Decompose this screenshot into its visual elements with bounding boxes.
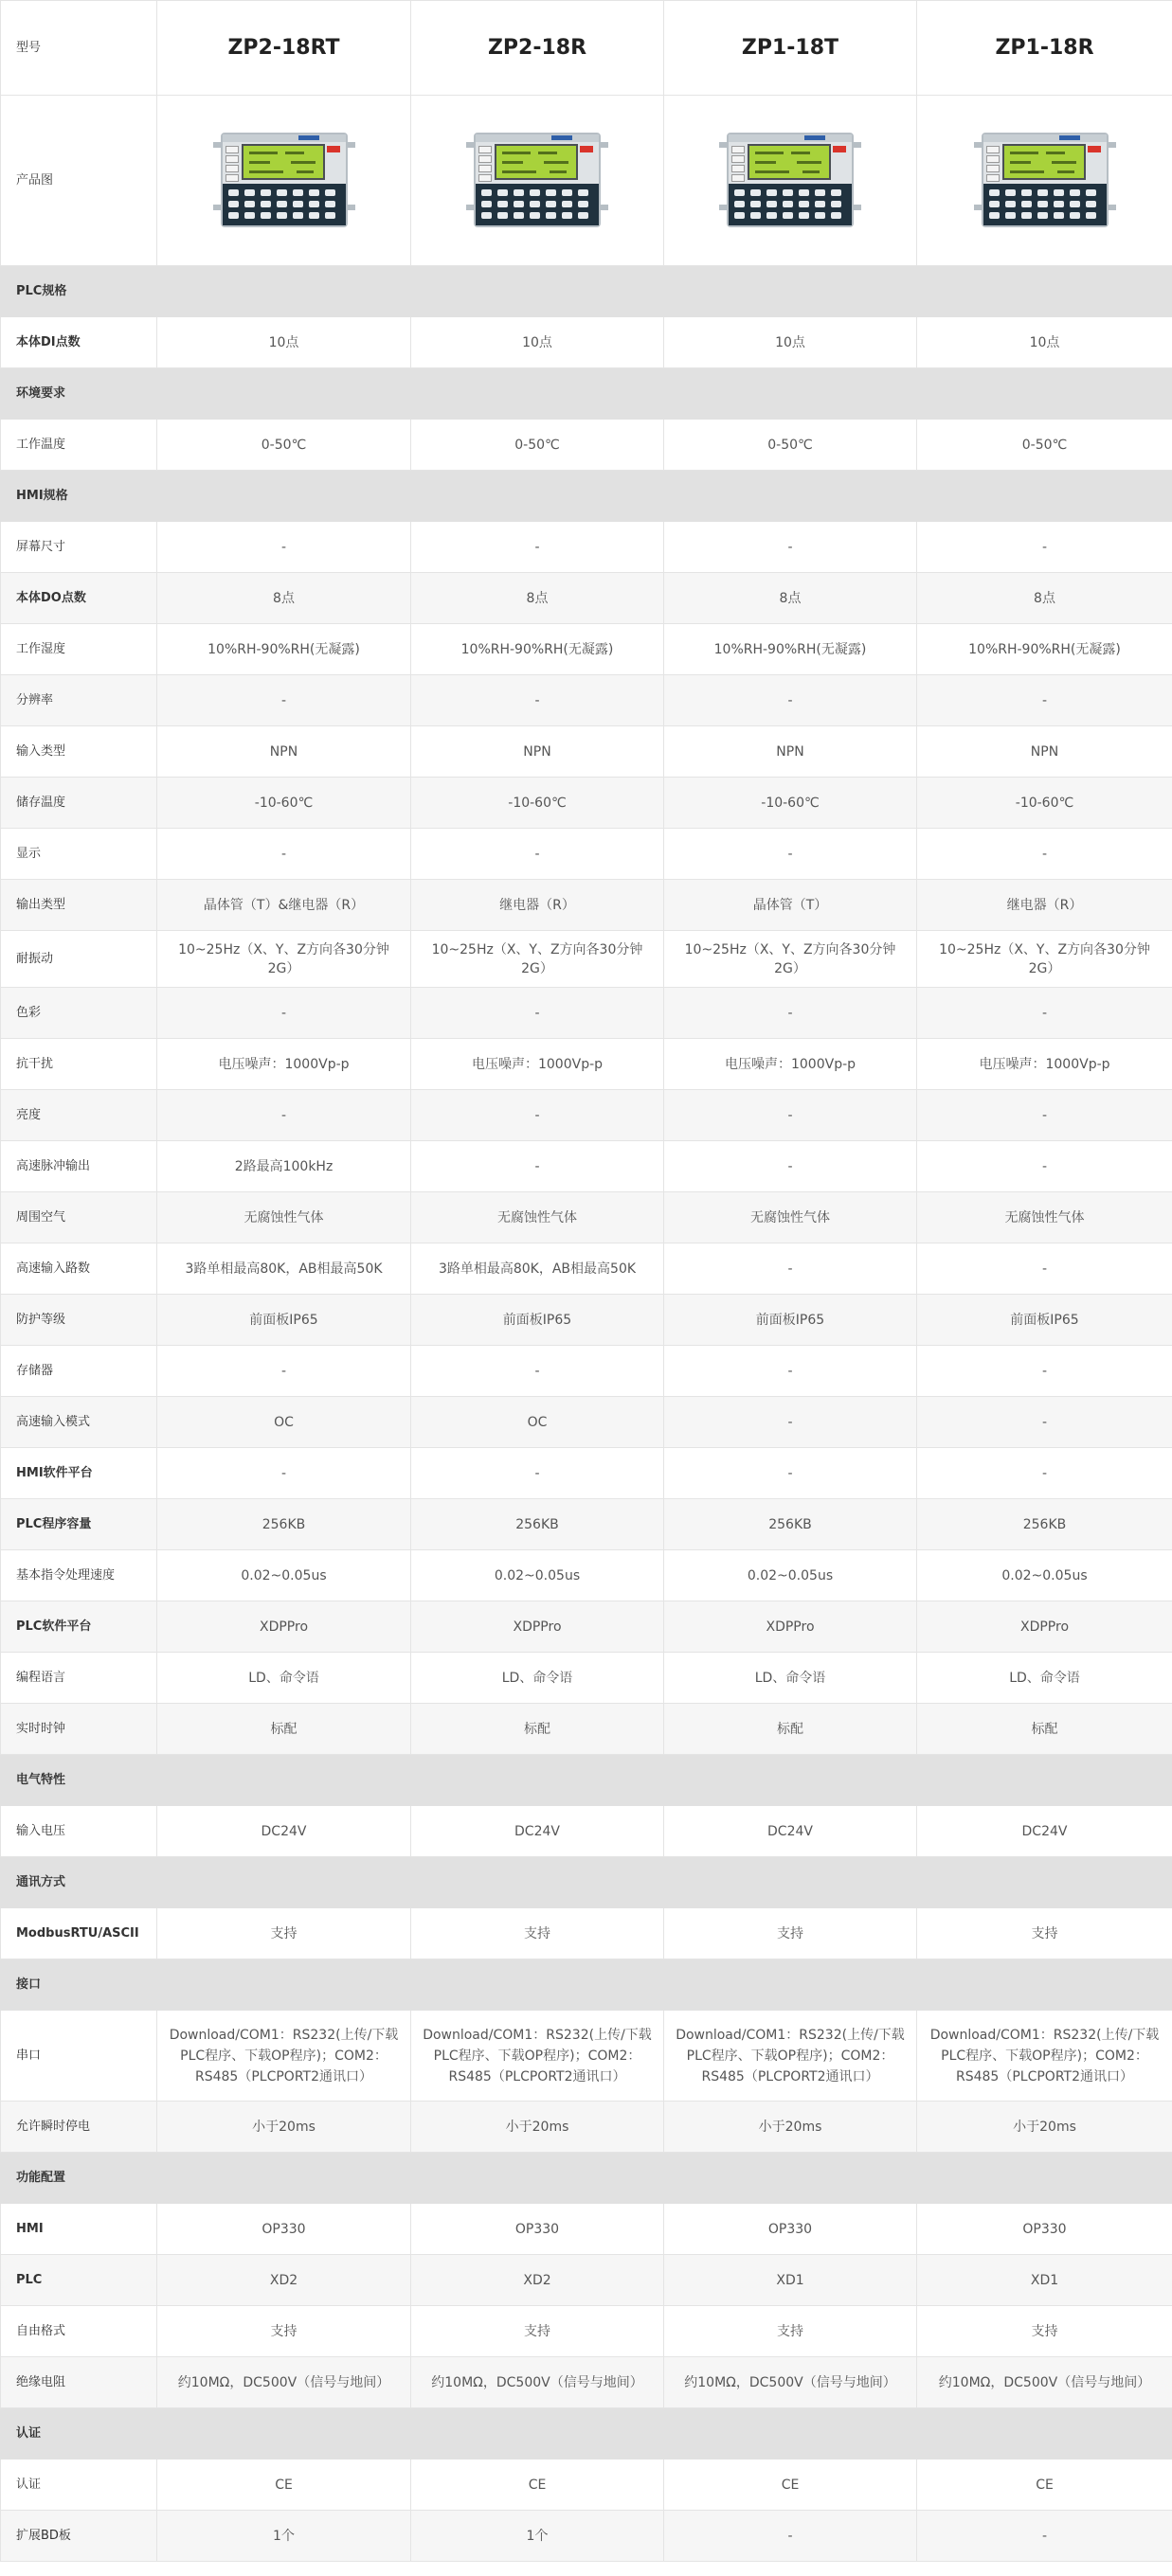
spec-row bbox=[1, 2102, 1172, 2153]
spec-value: 继电器（R） bbox=[411, 880, 664, 931]
spec-label: 周围空气 bbox=[1, 1192, 157, 1243]
spec-value: 无腐蚀性气体 bbox=[157, 1192, 411, 1243]
spec-value: 10点 bbox=[411, 317, 664, 368]
spec-value: 0.02~0.05us bbox=[157, 1550, 411, 1601]
spec-value: OP330 bbox=[917, 2204, 1172, 2255]
spec-label: 扩展BD板 bbox=[1, 2511, 157, 2562]
section-title: 环境要求 bbox=[1, 368, 1172, 420]
model-name: ZP2-18RT bbox=[157, 1, 411, 96]
spec-value: 10%RH-90%RH(无凝露) bbox=[411, 624, 664, 675]
section-header-row bbox=[1, 1857, 1172, 1908]
spec-value: 约10MΩ，DC500V（信号与地间） bbox=[664, 2357, 917, 2408]
spec-value: 10%RH-90%RH(无凝露) bbox=[917, 624, 1172, 675]
spec-value: 约10MΩ，DC500V（信号与地间） bbox=[917, 2357, 1172, 2408]
spec-value: - bbox=[157, 1090, 411, 1141]
spec-row bbox=[1, 1346, 1172, 1397]
spec-label: HMI bbox=[1, 2204, 157, 2255]
section-header-row bbox=[1, 1755, 1172, 1806]
spec-value: -10-60℃ bbox=[157, 778, 411, 829]
spec-value: 8点 bbox=[411, 573, 664, 624]
spec-value: Download/COM1：RS232(上传/下载PLC程序、下载OP程序)；COM2：RS485（PLCPORT2通讯口） bbox=[411, 2011, 664, 2102]
spec-label: 本体DI点数 bbox=[1, 317, 157, 368]
spec-value: 10~25Hz（X、Y、Z方向各30分钟 2G） bbox=[917, 931, 1172, 988]
spec-value: - bbox=[917, 522, 1172, 573]
section-title: 通讯方式 bbox=[1, 1857, 1172, 1908]
spec-row bbox=[1, 1601, 1172, 1653]
spec-label: 输入类型 bbox=[1, 726, 157, 778]
spec-row bbox=[1, 1397, 1172, 1448]
section-title: 接口 bbox=[1, 1959, 1172, 2011]
spec-value: 约10MΩ，DC500V（信号与地间） bbox=[157, 2357, 411, 2408]
spec-value: XD2 bbox=[157, 2255, 411, 2306]
spec-row bbox=[1, 1090, 1172, 1141]
spec-value: XD2 bbox=[411, 2255, 664, 2306]
spec-value: 支持 bbox=[917, 1908, 1172, 1959]
spec-row bbox=[1, 1499, 1172, 1550]
spec-value: - bbox=[411, 1346, 664, 1397]
spec-label: 编程语言 bbox=[1, 1653, 157, 1704]
spec-label: PLC软件平台 bbox=[1, 1601, 157, 1653]
spec-value: 支持 bbox=[664, 1908, 917, 1959]
spec-value: OC bbox=[411, 1397, 664, 1448]
spec-row bbox=[1, 1908, 1172, 1959]
spec-label: 高速脉冲输出 bbox=[1, 1141, 157, 1192]
product-image-label: 产品图 bbox=[1, 96, 157, 266]
spec-row bbox=[1, 2460, 1172, 2511]
spec-value: 0-50℃ bbox=[917, 420, 1172, 471]
spec-value: 支持 bbox=[157, 1908, 411, 1959]
spec-value: Download/COM1：RS232(上传/下载PLC程序、下载OP程序)；COM2：RS485（PLCPORT2通讯口） bbox=[157, 2011, 411, 2102]
section-header-row bbox=[1, 368, 1172, 420]
spec-value: 无腐蚀性气体 bbox=[664, 1192, 917, 1243]
spec-value: 晶体管（T） bbox=[664, 880, 917, 931]
spec-row bbox=[1, 988, 1172, 1039]
spec-label: 输出类型 bbox=[1, 880, 157, 931]
spec-label: PLC bbox=[1, 2255, 157, 2306]
spec-value: - bbox=[917, 1141, 1172, 1192]
spec-row bbox=[1, 1704, 1172, 1755]
spec-value: 支持 bbox=[664, 2306, 917, 2357]
spec-value: 电压噪声：1000Vp-p bbox=[411, 1039, 664, 1090]
spec-row bbox=[1, 880, 1172, 931]
section-header-row bbox=[1, 2408, 1172, 2460]
spec-value: - bbox=[917, 1397, 1172, 1448]
spec-value: - bbox=[917, 2511, 1172, 2562]
spec-value: XDPPro bbox=[411, 1601, 664, 1653]
spec-value: OP330 bbox=[157, 2204, 411, 2255]
model-header-row bbox=[1, 1, 1172, 96]
spec-value: 0.02~0.05us bbox=[411, 1550, 664, 1601]
spec-label: PLC程序容量 bbox=[1, 1499, 157, 1550]
spec-value: - bbox=[411, 829, 664, 880]
spec-value: 10点 bbox=[917, 317, 1172, 368]
spec-row bbox=[1, 522, 1172, 573]
spec-value: OP330 bbox=[411, 2204, 664, 2255]
spec-row bbox=[1, 1806, 1172, 1857]
spec-value: 无腐蚀性气体 bbox=[411, 1192, 664, 1243]
spec-value: OC bbox=[157, 1397, 411, 1448]
spec-value: 0.02~0.05us bbox=[664, 1550, 917, 1601]
spec-row bbox=[1, 573, 1172, 624]
spec-value: - bbox=[664, 1090, 917, 1141]
spec-row bbox=[1, 1550, 1172, 1601]
product-image bbox=[466, 129, 608, 233]
product-image-cell bbox=[411, 96, 664, 266]
spec-value: - bbox=[917, 1346, 1172, 1397]
spec-value: - bbox=[664, 1346, 917, 1397]
spec-value: 10点 bbox=[664, 317, 917, 368]
spec-value: - bbox=[917, 829, 1172, 880]
spec-value: - bbox=[664, 1243, 917, 1295]
spec-value: 256KB bbox=[664, 1499, 917, 1550]
spec-label: 自由格式 bbox=[1, 2306, 157, 2357]
spec-value: - bbox=[411, 1090, 664, 1141]
spec-value: - bbox=[157, 1346, 411, 1397]
spec-value: - bbox=[664, 2511, 917, 2562]
spec-value: - bbox=[157, 829, 411, 880]
spec-value: 8点 bbox=[664, 573, 917, 624]
spec-row bbox=[1, 2511, 1172, 2562]
spec-value: -10-60℃ bbox=[917, 778, 1172, 829]
spec-row bbox=[1, 1653, 1172, 1704]
spec-value: 1个 bbox=[157, 2511, 411, 2562]
spec-value: - bbox=[411, 988, 664, 1039]
spec-value: 标配 bbox=[664, 1704, 917, 1755]
spec-label: 显示 bbox=[1, 829, 157, 880]
spec-label: 绝缘电阻 bbox=[1, 2357, 157, 2408]
spec-value: NPN bbox=[664, 726, 917, 778]
spec-value: XDPPro bbox=[157, 1601, 411, 1653]
spec-row bbox=[1, 317, 1172, 368]
spec-row bbox=[1, 1243, 1172, 1295]
spec-value: - bbox=[157, 675, 411, 726]
spec-row bbox=[1, 726, 1172, 778]
spec-value: CE bbox=[917, 2460, 1172, 2511]
section-title: 认证 bbox=[1, 2408, 1172, 2460]
product-image bbox=[974, 129, 1116, 233]
spec-value: 约10MΩ，DC500V（信号与地间） bbox=[411, 2357, 664, 2408]
spec-value: LD、命令语 bbox=[917, 1653, 1172, 1704]
spec-label: 认证 bbox=[1, 2460, 157, 2511]
spec-value: XDPPro bbox=[917, 1601, 1172, 1653]
spec-value: 2路最高100kHz bbox=[157, 1141, 411, 1192]
spec-value: 电压噪声：1000Vp-p bbox=[664, 1039, 917, 1090]
section-header-row bbox=[1, 471, 1172, 522]
spec-value: 继电器（R） bbox=[917, 880, 1172, 931]
spec-value: -10-60℃ bbox=[411, 778, 664, 829]
spec-label: 高速输入路数 bbox=[1, 1243, 157, 1295]
model-name: ZP1-18T bbox=[664, 1, 917, 96]
spec-value: XD1 bbox=[664, 2255, 917, 2306]
spec-value: 前面板IP65 bbox=[917, 1295, 1172, 1346]
spec-label: 允许瞬时停电 bbox=[1, 2102, 157, 2153]
spec-row bbox=[1, 2306, 1172, 2357]
spec-value: 标配 bbox=[411, 1704, 664, 1755]
spec-row bbox=[1, 1141, 1172, 1192]
spec-value: - bbox=[157, 522, 411, 573]
spec-value: 前面板IP65 bbox=[664, 1295, 917, 1346]
spec-value: 小于20ms bbox=[917, 2102, 1172, 2153]
spec-value: LD、命令语 bbox=[157, 1653, 411, 1704]
spec-value: DC24V bbox=[917, 1806, 1172, 1857]
spec-value: NPN bbox=[411, 726, 664, 778]
product-image-cell bbox=[917, 96, 1172, 266]
spec-value: 256KB bbox=[411, 1499, 664, 1550]
spec-value: 10%RH-90%RH(无凝露) bbox=[664, 624, 917, 675]
spec-value: 无腐蚀性气体 bbox=[917, 1192, 1172, 1243]
spec-value: - bbox=[411, 1448, 664, 1499]
spec-value: - bbox=[917, 988, 1172, 1039]
spec-label: 亮度 bbox=[1, 1090, 157, 1141]
spec-value: LD、命令语 bbox=[664, 1653, 917, 1704]
product-image-row bbox=[1, 96, 1172, 266]
spec-label: 工作温度 bbox=[1, 420, 157, 471]
spec-value: DC24V bbox=[157, 1806, 411, 1857]
section-header-row bbox=[1, 1959, 1172, 2011]
spec-value: 256KB bbox=[157, 1499, 411, 1550]
spec-value: 0-50℃ bbox=[411, 420, 664, 471]
spec-row bbox=[1, 2255, 1172, 2306]
spec-row bbox=[1, 1295, 1172, 1346]
spec-value: - bbox=[664, 1141, 917, 1192]
spec-value: - bbox=[411, 522, 664, 573]
spec-value: 小于20ms bbox=[157, 2102, 411, 2153]
spec-value: - bbox=[664, 675, 917, 726]
spec-value: 支持 bbox=[917, 2306, 1172, 2357]
section-title: 功能配置 bbox=[1, 2153, 1172, 2204]
spec-row bbox=[1, 2357, 1172, 2408]
spec-row bbox=[1, 675, 1172, 726]
spec-label: 工作湿度 bbox=[1, 624, 157, 675]
spec-row bbox=[1, 778, 1172, 829]
spec-value: - bbox=[917, 1090, 1172, 1141]
spec-value: NPN bbox=[157, 726, 411, 778]
spec-label: 输入电压 bbox=[1, 1806, 157, 1857]
section-header-row bbox=[1, 2153, 1172, 2204]
spec-label: ModbusRTU/ASCII bbox=[1, 1908, 157, 1959]
spec-value: 前面板IP65 bbox=[157, 1295, 411, 1346]
spec-value: 电压噪声：1000Vp-p bbox=[157, 1039, 411, 1090]
spec-row bbox=[1, 2011, 1172, 2102]
spec-label: 存储器 bbox=[1, 1346, 157, 1397]
spec-value: - bbox=[664, 829, 917, 880]
spec-label: 分辨率 bbox=[1, 675, 157, 726]
spec-value: 标配 bbox=[157, 1704, 411, 1755]
spec-value: 0-50℃ bbox=[664, 420, 917, 471]
spec-value: 小于20ms bbox=[411, 2102, 664, 2153]
spec-value: Download/COM1：RS232(上传/下载PLC程序、下载OP程序)；COM2：RS485（PLCPORT2通讯口） bbox=[917, 2011, 1172, 2102]
spec-value: - bbox=[664, 522, 917, 573]
product-image bbox=[719, 129, 861, 233]
spec-value: 256KB bbox=[917, 1499, 1172, 1550]
section-header-row bbox=[1, 266, 1172, 317]
spec-value: CE bbox=[411, 2460, 664, 2511]
spec-row bbox=[1, 2204, 1172, 2255]
spec-value: 10点 bbox=[157, 317, 411, 368]
spec-label: 耐振动 bbox=[1, 931, 157, 988]
spec-value: 10~25Hz（X、Y、Z方向各30分钟 2G） bbox=[664, 931, 917, 988]
section-title: 电气特性 bbox=[1, 1755, 1172, 1806]
spec-value: 晶体管（T）&继电器（R） bbox=[157, 880, 411, 931]
spec-label: 实时时钟 bbox=[1, 1704, 157, 1755]
spec-value: -10-60℃ bbox=[664, 778, 917, 829]
spec-value: Download/COM1：RS232(上传/下载PLC程序、下载OP程序)；COM2：RS485（PLCPORT2通讯口） bbox=[664, 2011, 917, 2102]
spec-row bbox=[1, 624, 1172, 675]
spec-value: DC24V bbox=[664, 1806, 917, 1857]
spec-label: HMI软件平台 bbox=[1, 1448, 157, 1499]
spec-value: CE bbox=[157, 2460, 411, 2511]
spec-value: DC24V bbox=[411, 1806, 664, 1857]
spec-value: 支持 bbox=[157, 2306, 411, 2357]
model-label: 型号 bbox=[1, 1, 157, 96]
spec-row bbox=[1, 829, 1172, 880]
spec-value: - bbox=[664, 988, 917, 1039]
spec-value: OP330 bbox=[664, 2204, 917, 2255]
spec-value: 8点 bbox=[917, 573, 1172, 624]
spec-label: 防护等级 bbox=[1, 1295, 157, 1346]
product-image bbox=[213, 129, 355, 233]
spec-value: 前面板IP65 bbox=[411, 1295, 664, 1346]
model-name: ZP1-18R bbox=[917, 1, 1172, 96]
spec-value: 支持 bbox=[411, 1908, 664, 1959]
spec-label: 串口 bbox=[1, 2011, 157, 2102]
spec-value: 10%RH-90%RH(无凝露) bbox=[157, 624, 411, 675]
product-image-cell bbox=[157, 96, 411, 266]
spec-value: 8点 bbox=[157, 573, 411, 624]
spec-value: - bbox=[664, 1448, 917, 1499]
spec-value: - bbox=[917, 1448, 1172, 1499]
product-image-cell bbox=[664, 96, 917, 266]
spec-value: LD、命令语 bbox=[411, 1653, 664, 1704]
spec-value: 3路单相最高80K，AB相最高50K bbox=[411, 1243, 664, 1295]
spec-value: 0.02~0.05us bbox=[917, 1550, 1172, 1601]
spec-label: 抗干扰 bbox=[1, 1039, 157, 1090]
spec-value: - bbox=[664, 1397, 917, 1448]
spec-value: - bbox=[157, 1448, 411, 1499]
spec-row bbox=[1, 1192, 1172, 1243]
spec-value: - bbox=[157, 988, 411, 1039]
spec-value: NPN bbox=[917, 726, 1172, 778]
spec-value: - bbox=[917, 675, 1172, 726]
spec-value: 3路单相最高80K，AB相最高50K bbox=[157, 1243, 411, 1295]
spec-label: 基本指令处理速度 bbox=[1, 1550, 157, 1601]
section-title: HMI规格 bbox=[1, 471, 1172, 522]
spec-value: XD1 bbox=[917, 2255, 1172, 2306]
spec-value: 电压噪声：1000Vp-p bbox=[917, 1039, 1172, 1090]
spec-label: 储存温度 bbox=[1, 778, 157, 829]
spec-label: 本体DO点数 bbox=[1, 573, 157, 624]
section-title: PLC规格 bbox=[1, 266, 1172, 317]
spec-value: 0-50℃ bbox=[157, 420, 411, 471]
spec-row bbox=[1, 1039, 1172, 1090]
spec-value: - bbox=[411, 675, 664, 726]
spec-value: 标配 bbox=[917, 1704, 1172, 1755]
model-name: ZP2-18R bbox=[411, 1, 664, 96]
spec-value: XDPPro bbox=[664, 1601, 917, 1653]
spec-value: CE bbox=[664, 2460, 917, 2511]
spec-label: 屏幕尺寸 bbox=[1, 522, 157, 573]
spec-value: 小于20ms bbox=[664, 2102, 917, 2153]
spec-row bbox=[1, 1448, 1172, 1499]
spec-row bbox=[1, 420, 1172, 471]
spec-value: 1个 bbox=[411, 2511, 664, 2562]
spec-label: 色彩 bbox=[1, 988, 157, 1039]
spec-value: - bbox=[411, 1141, 664, 1192]
spec-value: 支持 bbox=[411, 2306, 664, 2357]
spec-row bbox=[1, 931, 1172, 988]
spec-label: 高速输入模式 bbox=[1, 1397, 157, 1448]
spec-value: - bbox=[917, 1243, 1172, 1295]
spec-value: 10~25Hz（X、Y、Z方向各30分钟 2G） bbox=[411, 931, 664, 988]
spec-value: 10~25Hz（X、Y、Z方向各30分钟 2G） bbox=[157, 931, 411, 988]
